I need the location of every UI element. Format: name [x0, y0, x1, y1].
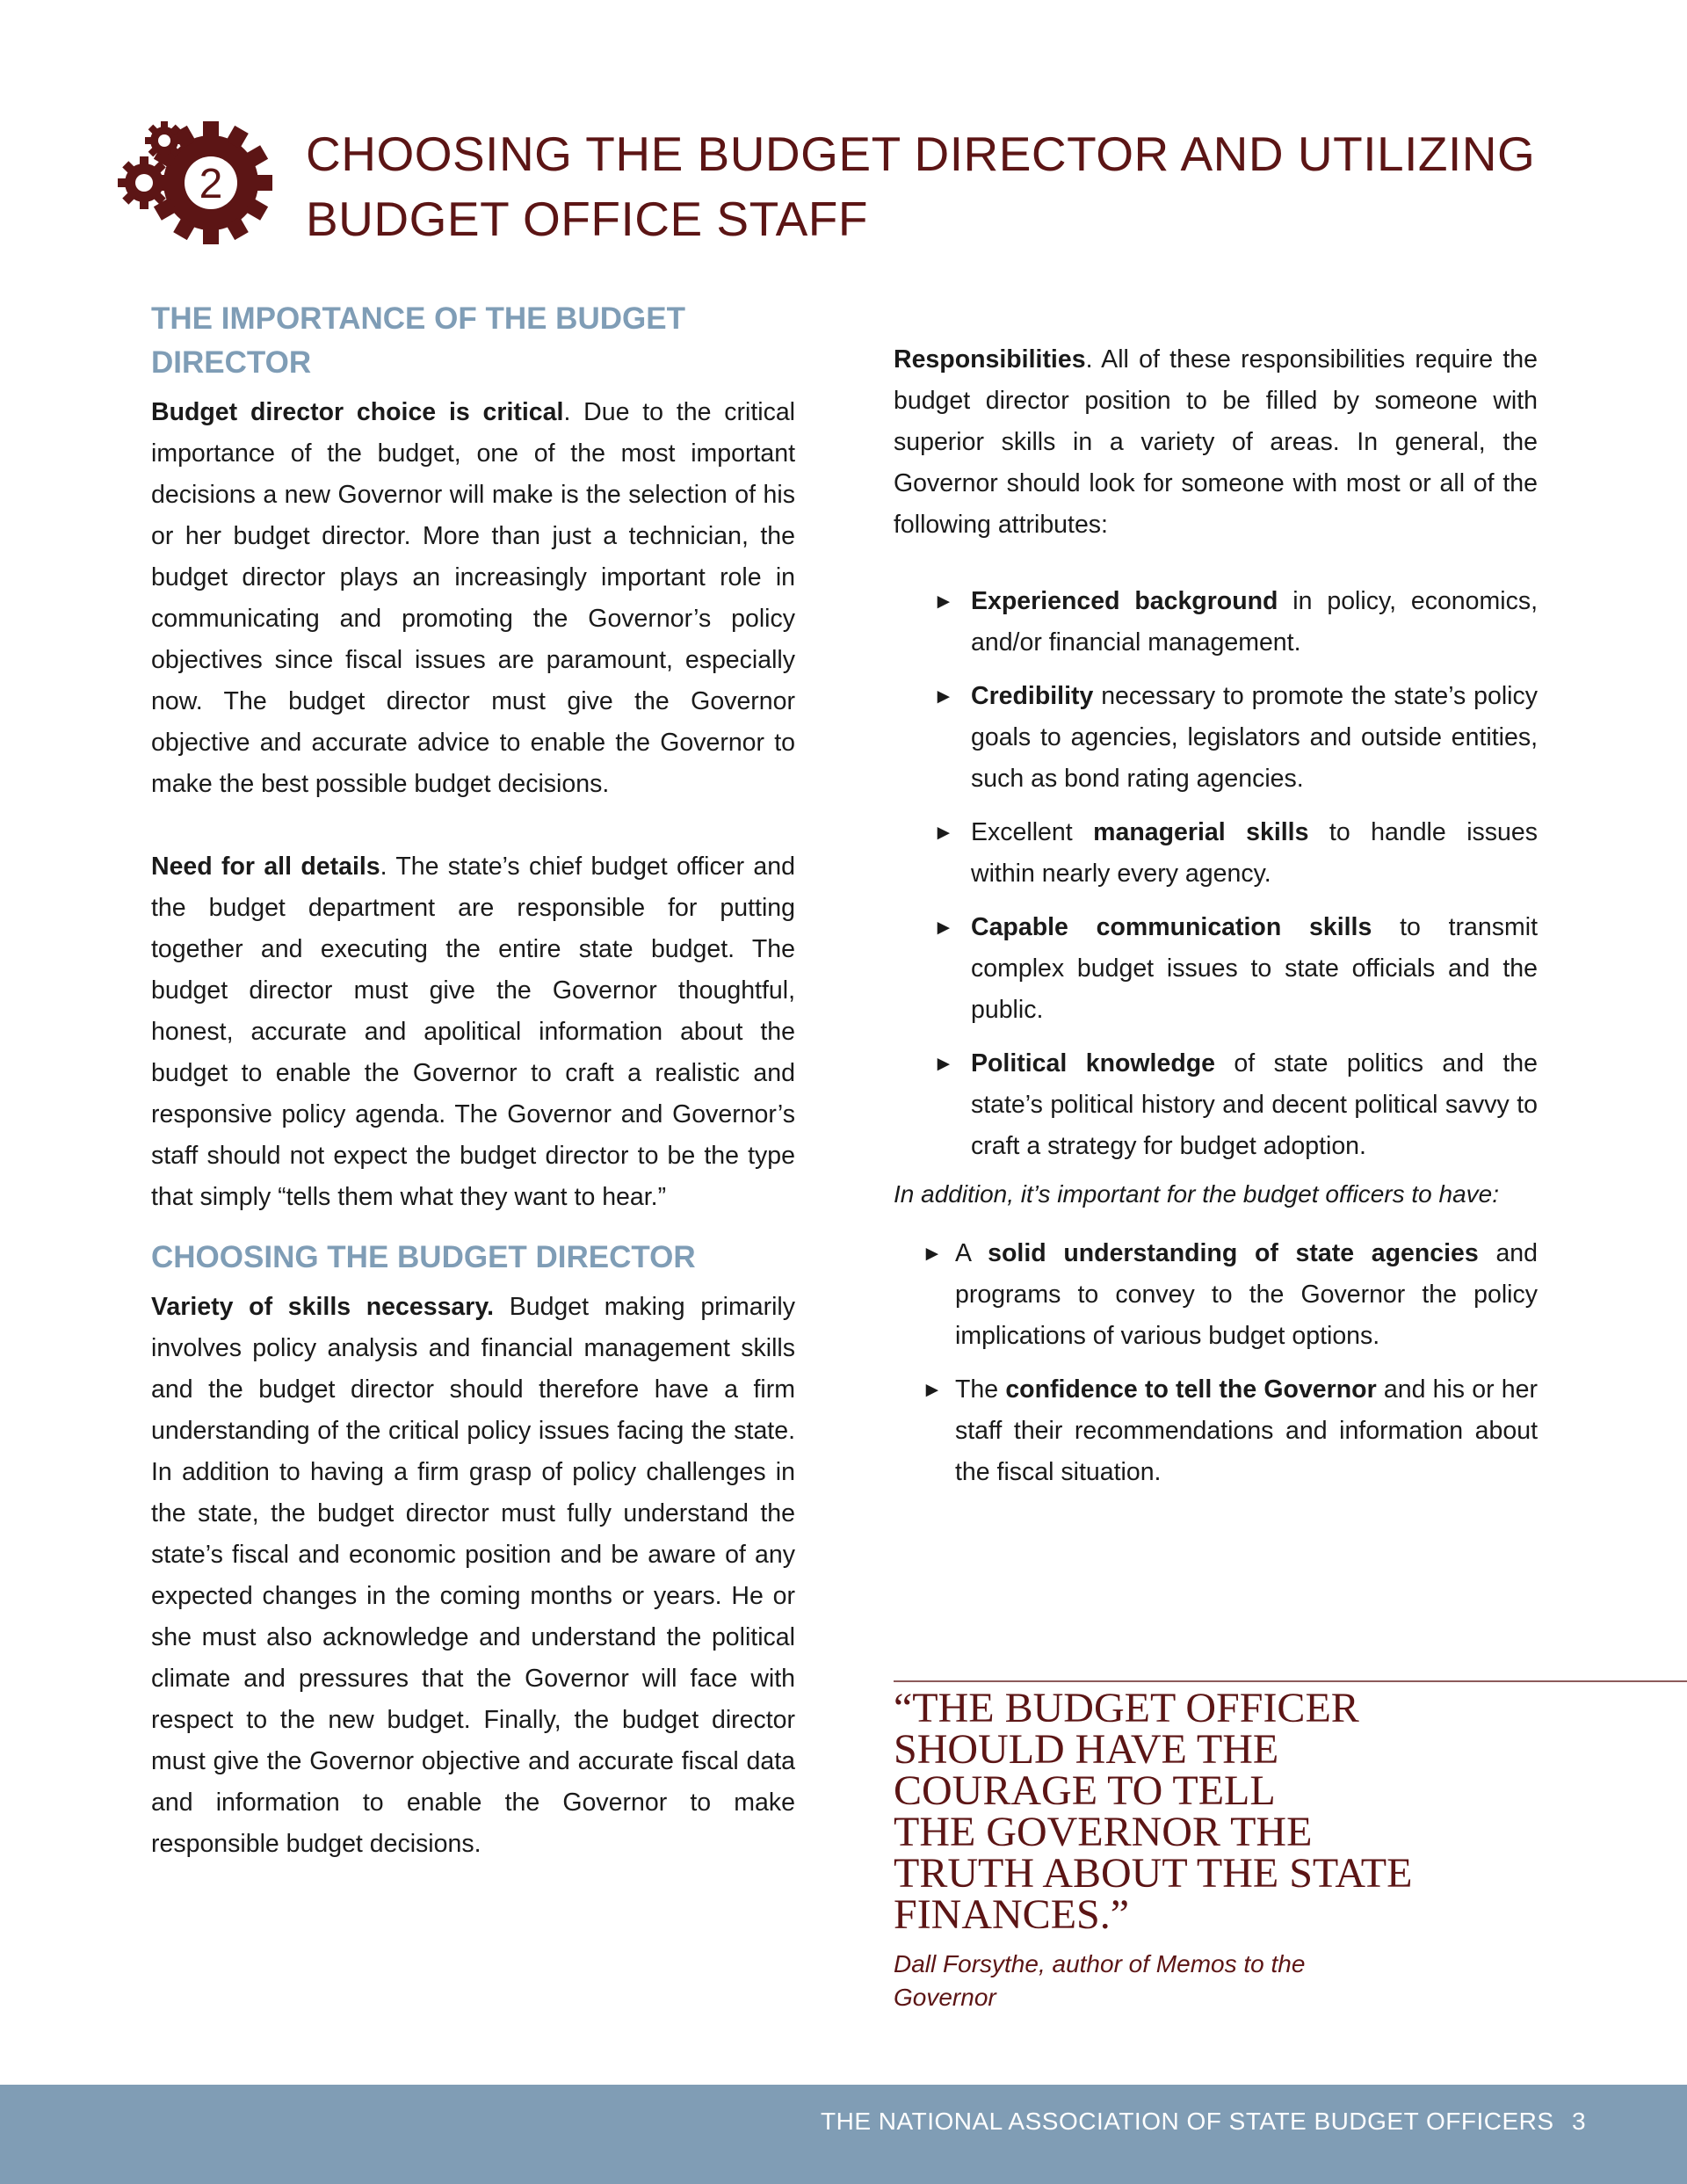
- addition-text: In addition, it’s important for the budget officers to have:: [894, 1180, 1499, 1208]
- quote-divider: [894, 1680, 1687, 1682]
- item-text: and his or her staff their recommendations and information about the fiscal situation.: [955, 1375, 1538, 1486]
- quote-line: COURAGE TO TELL: [894, 1767, 1276, 1814]
- paragraph-all-details: [151, 846, 795, 1218]
- item-bold: solid understanding of state agencies: [988, 1239, 1479, 1267]
- right-column: [894, 339, 1538, 1506]
- officer-need-item: [922, 1233, 1538, 1357]
- paragraph-choice-critical: [151, 392, 795, 805]
- item-text: to handle issues within nearly every agency.: [971, 818, 1539, 888]
- footer-org-name: THE NATIONAL ASSOCIATION OF STATE BUDGET OFFICERS: [821, 2108, 1554, 2135]
- gears-icon: [98, 112, 274, 244]
- quote-line: “THE BUDGET OFFICER: [894, 1685, 1359, 1731]
- item-bold: Credibility: [971, 682, 1094, 710]
- lead-text: Variety of skills necessary.: [151, 1293, 495, 1321]
- section-number: 2: [199, 161, 223, 207]
- quote-line: TRUTH ABOUT THE STATE: [894, 1850, 1413, 1897]
- body-text: . The state’s chief budget officer and the budget department are responsible for putting together and executing the entire state budget. The budget director must give the Governor thoughtful, honest, accurate and apolitical information about the budget to enable the Governor to craft a realistic and responsive policy agenda. The Governor and Governor’s staff should not expect the budget director to be the type that simply “tells them what they want to hear.”: [151, 853, 795, 1211]
- heading-line: DIRECTOR: [151, 345, 312, 380]
- arrow-bullet-icon: ►: [933, 1052, 954, 1076]
- body-text: . Due to the critical importance of the budget, one of the most important decisions a new Governor will make is the selection of his or her budget director. More than just a technician, the budget director plays an increasingly important role in communicating and promoting the Governor’s policy objectives since fiscal issues are paramount, especially now. The budget director must give the Governor objective and accurate advice to enable the Governor to make the best possible budget decisions.: [151, 398, 795, 798]
- title-line-2: BUDGET OFFICE STAFF: [306, 192, 868, 246]
- page-number: 3: [1572, 2108, 1586, 2135]
- arrow-bullet-icon: ►: [933, 590, 954, 613]
- paragraph-responsibilities: [894, 339, 1538, 546]
- body-text: . All of these responsibilities require the budget director position to be filled by someone with superior skills in a variety of areas. In general, the Governor should look for someone with most or all of the following attributes:: [894, 345, 1538, 539]
- attribute-item: [933, 812, 1538, 895]
- item-text: A: [955, 1239, 988, 1267]
- quote-line: SHOULD HAVE THE: [894, 1726, 1279, 1773]
- item-bold: Political knowledge: [971, 1049, 1215, 1077]
- attribution-line: Dall Forsythe, author of Memos to the: [894, 1950, 1306, 1977]
- quote-line: THE GOVERNOR THE: [894, 1809, 1313, 1855]
- lead-text: Need for all details: [151, 853, 380, 881]
- attribute-item: [933, 676, 1538, 800]
- item-text: to transmit complex budget issues to state officials and the public.: [971, 913, 1538, 1024]
- officer-need-item: [922, 1369, 1538, 1493]
- paragraph-variety-skills: [151, 1287, 795, 1865]
- pull-quote: [894, 1685, 1438, 1938]
- item-bold: Capable communication skills: [971, 913, 1372, 941]
- attribute-item: [933, 581, 1538, 664]
- page-title: [306, 121, 1535, 251]
- heading-importance: [151, 297, 795, 385]
- item-text: The: [955, 1375, 1006, 1404]
- heading-line: THE IMPORTANCE OF THE BUDGET: [151, 301, 685, 336]
- body-text: Budget making primarily involves policy analysis and financial management skills and the budget director should therefore have a firm understanding of the critical policy issues facing the state. In addition to having a firm grasp of policy challenges in the state, the budget director must fully understand the state’s fiscal and economic position and be aware of any expected changes in the coming months or years. He or she must also acknowledge and understand the political climate and pressures that the Governor will face with respect to the new budget. Finally, the budget director must give the Governor objective and accurate fiscal data and information to enable the Governor to make responsible budget decisions.: [151, 1293, 795, 1858]
- title-line-1: CHOOSING THE BUDGET DIRECTOR AND UTILIZING: [306, 127, 1536, 181]
- item-bold: managerial skills: [1093, 818, 1309, 846]
- item-text: in policy, economics, and/or financial management.: [971, 587, 1538, 657]
- lead-text: Budget director choice is critical: [151, 398, 564, 426]
- item-text: and programs to convey to the Governor the policy implications of various budget options.: [955, 1239, 1538, 1350]
- quote-line: FINANCES.”: [894, 1891, 1130, 1938]
- heading-choosing: CHOOSING THE BUDGET DIRECTOR: [151, 1240, 696, 1274]
- arrow-bullet-icon: ►: [933, 821, 954, 845]
- arrow-bullet-icon: ►: [922, 1378, 943, 1402]
- attribute-item: [933, 907, 1538, 1031]
- attributes-list: [933, 581, 1538, 1167]
- arrow-bullet-icon: ►: [933, 916, 954, 940]
- item-bold: Experienced background: [971, 587, 1278, 615]
- arrow-bullet-icon: ►: [922, 1242, 943, 1266]
- attribution-line: Governor: [894, 1984, 996, 2011]
- arrow-bullet-icon: ►: [933, 685, 954, 708]
- item-text: Excellent: [971, 818, 1094, 846]
- item-text: necessary to promote the state’s policy goals to agencies, legislators and outside entities, such as bond rating agencies.: [971, 682, 1538, 793]
- officer-needs-list: [922, 1233, 1538, 1493]
- quote-attribution: [894, 1948, 1438, 2014]
- item-bold: confidence to tell the Governor: [1005, 1375, 1377, 1404]
- lead-text: Responsibilities: [894, 345, 1086, 374]
- left-column: [151, 297, 795, 1865]
- item-text: of state politics and the state’s political history and decent political savvy to craft a strategy for budget adoption.: [971, 1049, 1538, 1160]
- attribute-item: [933, 1043, 1538, 1167]
